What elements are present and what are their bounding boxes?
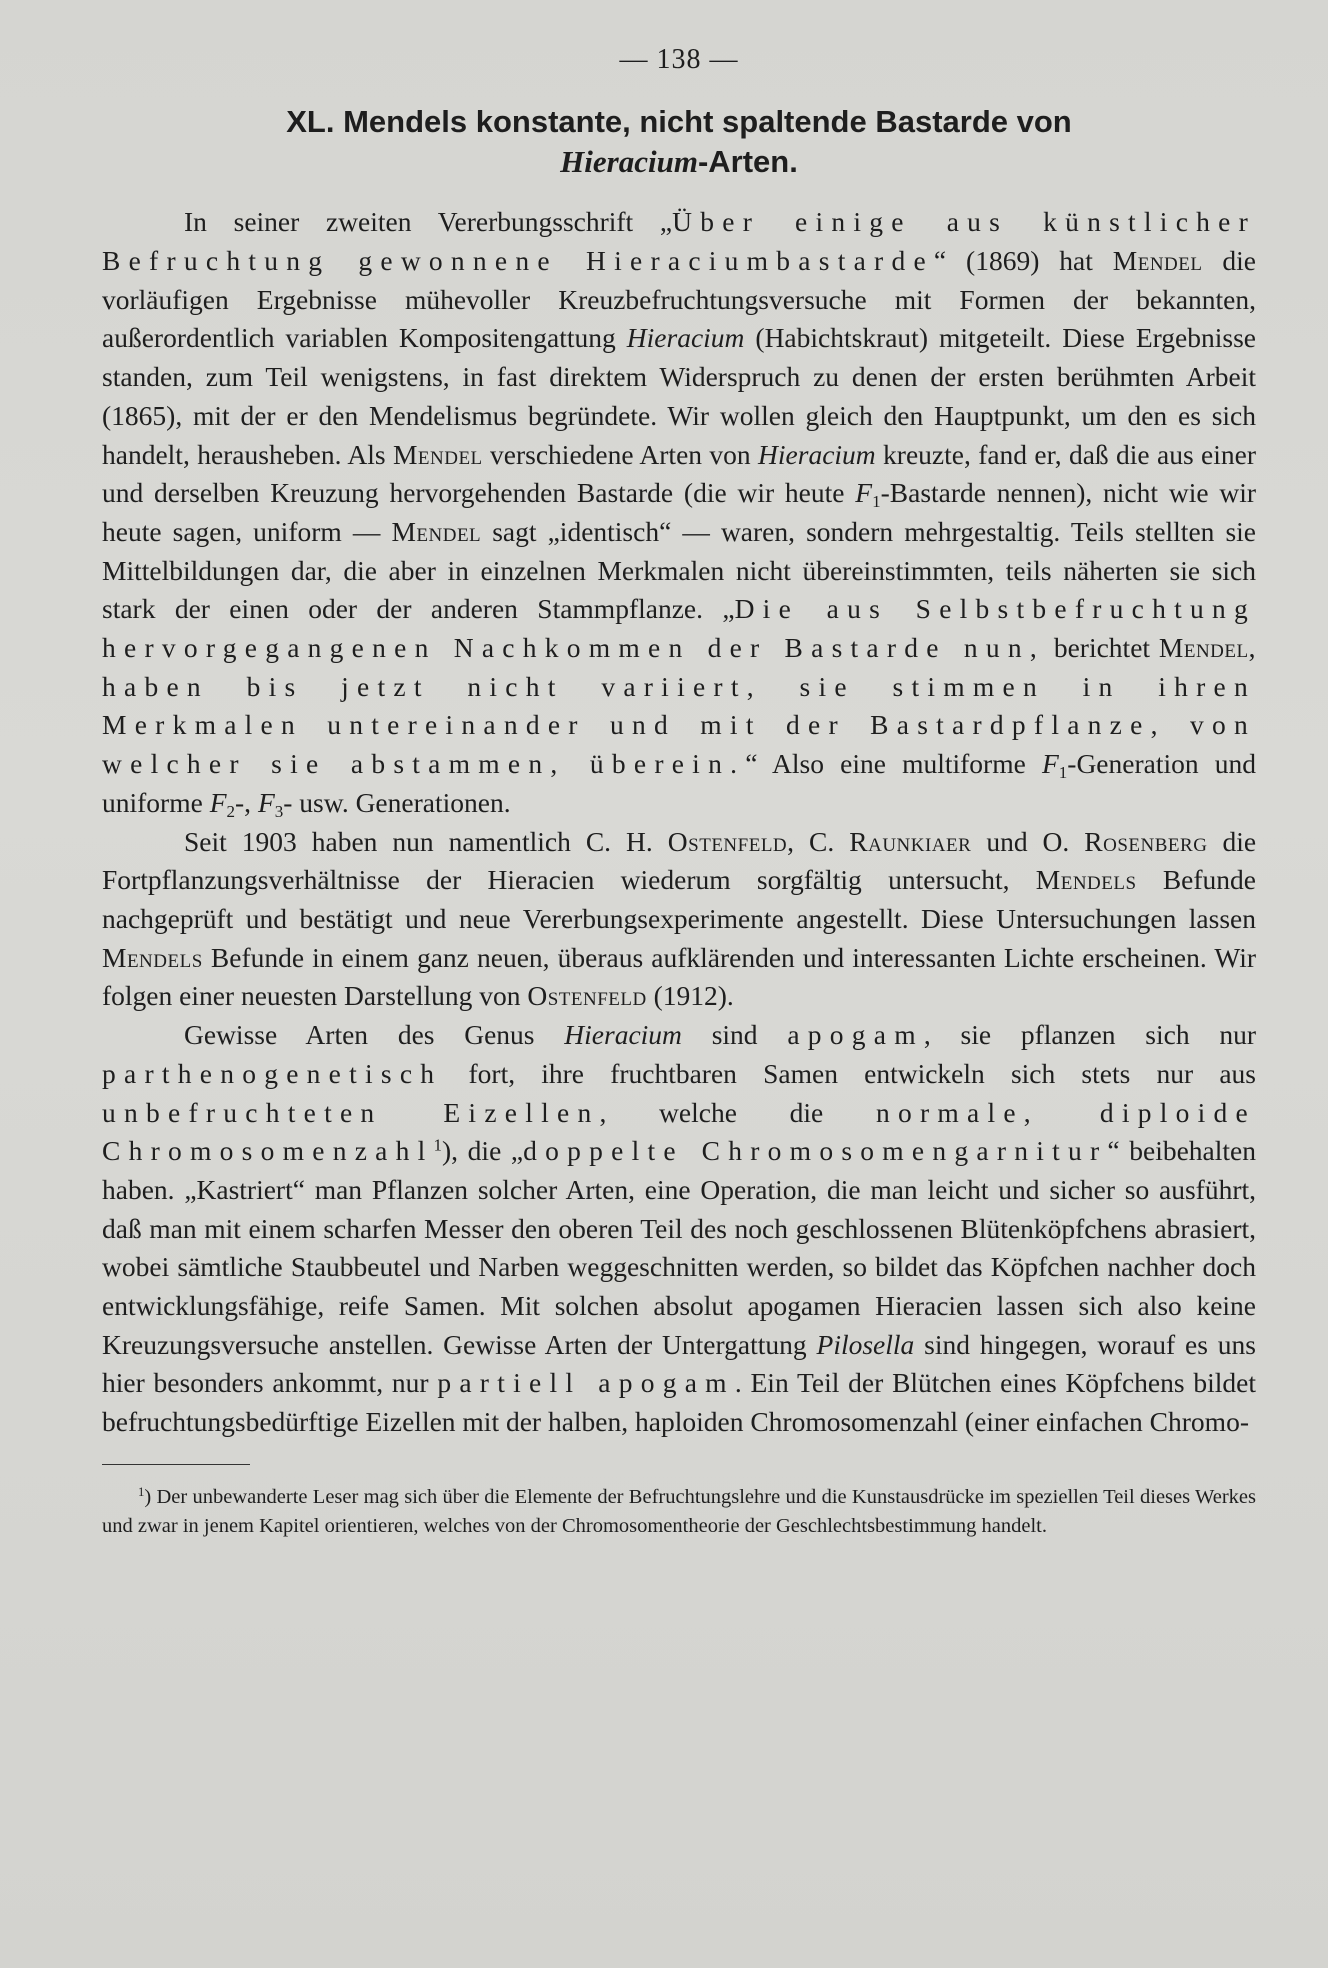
text: . Ein Teil der Blütchen eines Köpfchens bildet befruchtungsbedürftige Eizellen mit der halben, haploiden Chromosomenzahl (einer einfachen Chromo-	[102, 1367, 1257, 1438]
footnote-rule	[102, 1464, 250, 1465]
body-text	[102, 203, 1256, 1442]
text: (1912).	[653, 980, 734, 1012]
author-name: Raunkiaer	[849, 825, 972, 857]
spaced-term: apogam	[787, 1019, 924, 1051]
text: verschiedene Arten von	[490, 438, 751, 470]
generation-symbol: F	[855, 477, 873, 509]
text: In seiner zweiten Vererbungsschrift „	[184, 206, 673, 238]
heading-line1: XL. Mendels konstante, nicht spaltende Bastarde von	[286, 104, 1072, 139]
subscript: 1	[1058, 762, 1068, 782]
subscript: 1	[872, 492, 881, 512]
author-name: Mendels	[1035, 864, 1137, 896]
generation-symbol: F	[209, 786, 227, 818]
author-name: Rosenberg	[1084, 825, 1208, 857]
text: kreuzte, fand er, daß die aus einer und derselben Kreuzung hervorgehenden Bastarde (die wir heute	[102, 438, 1256, 509]
text: , C.	[787, 825, 835, 857]
author-name: Mendel	[1112, 245, 1203, 277]
author-name: Ostenfeld	[527, 980, 647, 1012]
footnote-reference: 1	[433, 1135, 443, 1155]
heading-line2: -Arten.	[697, 143, 798, 179]
text: -Bastarde nennen), nicht wie wir heute sagen, uniform —	[102, 477, 1256, 547]
text: -Generation und uniforme	[102, 748, 1256, 818]
text: “ (1869) hat	[933, 245, 1093, 277]
genus-name: Hieracium	[564, 1019, 682, 1051]
generation-symbol: F	[1041, 748, 1059, 780]
text: sind	[711, 1019, 758, 1051]
author-name: Mendel	[392, 438, 483, 470]
paragraph-2	[102, 823, 1256, 1017]
text: sagt „identisch“ — waren, sondern mehrgestaltig. Teils stellten sie Mittelbildungen dar, die aber in einzelnen Merkmalen nicht übereinstimmten, teils näherten sie sich stark der einen oder der anderen Stammpflanze. „	[102, 515, 1257, 625]
text: und O.	[986, 825, 1070, 857]
spaced-term: parthenogenetisch	[102, 1057, 443, 1089]
spaced-term: doppelte Chromosomengarnitur	[523, 1135, 1108, 1167]
spaced-term: normale, diploide Chromosomenzahl	[102, 1096, 1257, 1167]
text: Gewisse Arten des Genus	[184, 1019, 535, 1051]
author-name: Ostenfeld	[667, 825, 788, 857]
text: “ Also eine multiforme	[745, 748, 1026, 780]
text: berichtet	[1053, 632, 1151, 664]
footnote-text: ) Der unbewanderte Leser mag sich über die Elemente der Befruchtungslehre und die Kunstausdrücke im speziellen Teil dieses Werkes und zwar in jenem Kapitel orientieren, welches von der Chromosomentheorie der Geschlechtsbestimmung handelt.	[102, 1485, 1256, 1537]
page-number: — 138 —	[619, 44, 739, 75]
spaced-quote: Die aus Selbstbefruchtung hervorgegangenen Nachkommen der Bastarde nun,	[102, 593, 1256, 664]
footnote	[102, 1483, 1256, 1541]
text: die vorläufigen Ergebnisse mühevoller Kreuzbefruchtungsversuche mit Formen der bekannten, außerordentlich variablen Kompositengattung	[102, 245, 1256, 354]
footnote-mark: 1	[138, 1484, 145, 1499]
spaced-quote: haben bis jetzt nicht variiert, sie stimmen in ihren Merkmalen untereinander und mit der Bastardpflanze, von welcher sie abstammen, überein.	[102, 670, 1256, 780]
paragraph-1	[102, 203, 1256, 822]
genus-name: Hieracium	[626, 322, 745, 354]
text: (Habichtskraut) mitgeteilt. Diese Ergebnisse standen, zum Teil wenigstens, in fast direktem Widerspruch zu denen der ersten berühmten Arbeit (1865), mit der er den Mendelismus begründete. Wir wollen gleich den Hauptpunkt, um den es sich handelt, herausheben. Als	[102, 322, 1257, 470]
text: - usw. Generationen.	[283, 786, 511, 818]
text: Befunde in einem ganz neuen, überaus aufklärenden und interessanten Lichte erscheinen. Wir folgen einer neuesten Darstellung von	[102, 941, 1256, 1012]
text: , welche die	[599, 1096, 824, 1128]
author-name: Mendels	[102, 941, 203, 973]
text: , sie pflanzen sich nur	[923, 1019, 1257, 1051]
paragraph-3	[102, 1016, 1256, 1442]
text: ), die „	[442, 1135, 524, 1167]
genus-name: Hieracium	[758, 438, 876, 470]
text: -,	[235, 786, 252, 818]
spaced-title: Über einige aus künstlicher Befruchtung gewonnene Hieraciumbastarde	[102, 206, 1257, 277]
text: Befunde nachgeprüft und bestätigt und neue Vererbungsexperimente angestellt. Diese Untersuchungen lassen	[102, 864, 1257, 934]
spaced-term: unbefruchteten Eizellen	[102, 1096, 600, 1128]
text: fort, ihre fruchtbaren Samen entwickeln sich stets nur aus	[468, 1057, 1256, 1089]
chapter-heading	[102, 102, 1256, 181]
author-name: Mendel	[391, 515, 482, 547]
text: Seit 1903 haben nun namentlich C. H.	[184, 825, 653, 857]
subscript: 3	[274, 801, 284, 821]
generation-symbol: F	[257, 786, 275, 818]
subgenus-name: Pilosella	[816, 1328, 915, 1360]
text: “ beibehalten haben. „Kastriert“ man Pflanzen solcher Arten, eine Operation, die man leicht und sicher so ausführt, daß man mit einem scharfen Messer den oberen Teil des noch geschlossenen Blütenköpfchens abrasiert, wobei sämtliche Staubbeutel und Narben weggeschnitten werden, so bildet das Köpfchen nachher doch entwicklungsfähige, reife Samen. Mit solchen absolut apogamen Hieracien lassen sich also keine Kreuzungsversuche anstellen. Gewisse Arten der Untergattung	[102, 1135, 1256, 1360]
author-name: Mendel,	[1158, 632, 1256, 664]
spaced-term: partiell apogam	[437, 1367, 735, 1399]
text: die Fortpflanzungsverhältnisse der Hieracien wiederum sorgfältig untersucht,	[102, 825, 1257, 896]
heading-italic: Hieracium	[560, 143, 698, 179]
text: sind hingegen, worauf es uns hier besonders ankommt, nur	[102, 1328, 1257, 1399]
subscript: 2	[226, 801, 236, 821]
